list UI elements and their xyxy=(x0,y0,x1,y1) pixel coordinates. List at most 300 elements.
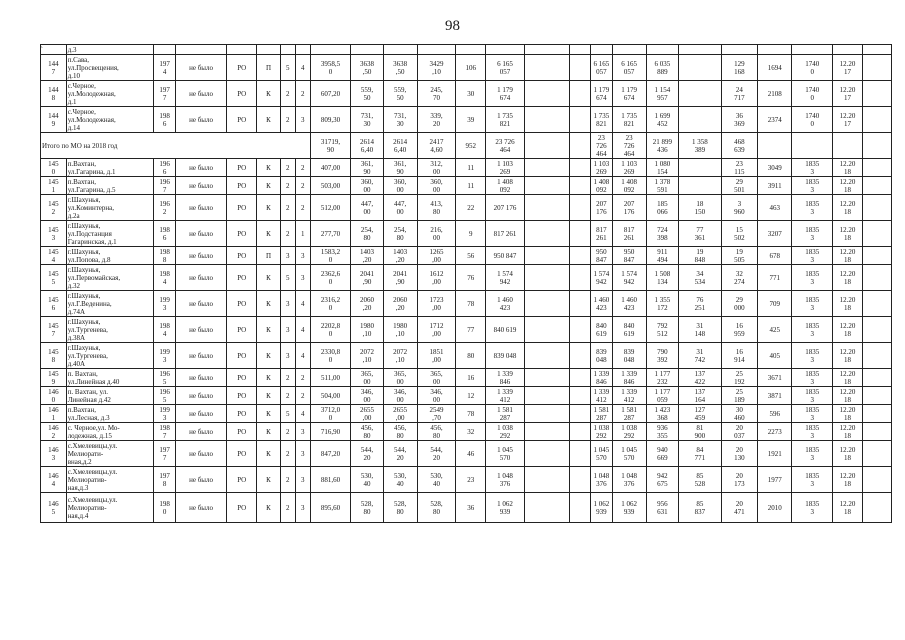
table-cell: 12.20 18 xyxy=(833,317,863,343)
table-cell: 1 177 059 xyxy=(646,387,678,405)
table-cell: 56 xyxy=(456,247,486,265)
table-cell: не было xyxy=(175,55,226,81)
table-cell: 23 115 xyxy=(721,159,757,177)
table-cell: 245, 70 xyxy=(417,81,456,107)
total-cell: 23 726 464 xyxy=(486,133,525,159)
table-cell: К xyxy=(257,369,281,387)
table-cell: 80 xyxy=(456,343,486,369)
table-cell: 12.20 18 xyxy=(833,221,863,247)
table-cell: 30 xyxy=(456,81,486,107)
table-cell xyxy=(569,107,590,133)
table-cell xyxy=(863,81,892,107)
table-cell: 216, 00 xyxy=(417,221,456,247)
table-row xyxy=(41,159,892,177)
table-cell: 3 xyxy=(295,423,310,441)
table-cell: 2 xyxy=(295,369,310,387)
row-number-cell: 146 5 xyxy=(41,493,67,523)
table-cell: 1835 3 xyxy=(792,317,833,343)
table-cell: 4 xyxy=(295,343,310,369)
table-cell: 1 574 942 xyxy=(486,265,525,291)
total-cell xyxy=(524,133,569,159)
table-cell: 361, 90 xyxy=(351,159,383,177)
table-row xyxy=(41,177,892,195)
address-cell: с.Черное, ул.Молодежная, д.14 xyxy=(66,107,154,133)
table-cell: 528, 80 xyxy=(383,493,417,523)
table-cell: 25 189 xyxy=(721,387,757,405)
table-cell: 3207 xyxy=(758,221,792,247)
table-cell: 839 048 xyxy=(612,343,646,369)
table-row xyxy=(41,265,892,291)
table-cell: 78 xyxy=(456,291,486,317)
row-number-cell: 145 3 xyxy=(41,221,67,247)
table-cell xyxy=(863,441,892,467)
table-cell: 942 675 xyxy=(646,467,678,493)
table-cell xyxy=(524,265,569,291)
table-cell: 20 471 xyxy=(721,493,757,523)
table-cell: 2 xyxy=(295,81,310,107)
table-cell xyxy=(524,369,569,387)
table-cell: 6 165 057 xyxy=(591,55,612,81)
corner-mark: ` xyxy=(40,46,44,57)
total-cell: 2614 6,40 xyxy=(351,133,383,159)
table-cell: 2549 ,70 xyxy=(417,405,456,423)
table-cell: 1 103 269 xyxy=(591,159,612,177)
table-cell: 2072 ,10 xyxy=(351,343,383,369)
table-cell: 2 xyxy=(280,387,295,405)
table-cell: РО xyxy=(227,423,257,441)
address-cell: с. Черное,ул. Мо- лодежная, д.15 xyxy=(66,423,154,441)
table-cell: 185 066 xyxy=(646,195,678,221)
table-cell: 716,90 xyxy=(310,423,351,441)
table-cell: 4 xyxy=(295,291,310,317)
table-cell: 1 103 269 xyxy=(486,159,525,177)
table-cell xyxy=(569,177,590,195)
row-number-cell: 144 7 xyxy=(41,55,67,81)
table-cell: 199 3 xyxy=(154,291,175,317)
table-row xyxy=(41,423,892,441)
table-cell: К xyxy=(257,441,281,467)
row-number-cell: 146 1 xyxy=(41,405,67,423)
table-cell: 936 355 xyxy=(646,423,678,441)
total-row xyxy=(41,133,892,159)
table-cell: 1 048 376 xyxy=(591,467,612,493)
table-cell: 456, 80 xyxy=(383,423,417,441)
table-cell: 9 xyxy=(456,221,486,247)
table-cell: 1 355 172 xyxy=(646,291,678,317)
table-cell xyxy=(524,247,569,265)
table-cell: 106 xyxy=(456,55,486,81)
table-cell: 2273 xyxy=(758,423,792,441)
table-cell: 19 505 xyxy=(721,247,757,265)
table-cell: 911 494 xyxy=(646,247,678,265)
total-cell: 2417 4,60 xyxy=(417,133,456,159)
table-row xyxy=(41,467,892,493)
table-cell: 3671 xyxy=(758,369,792,387)
address-cell: г.Шахунья, ул.Коминтерна, д.2а xyxy=(66,195,154,221)
table-cell xyxy=(257,45,281,55)
table-cell: 23 xyxy=(456,467,486,493)
table-cell: 847,20 xyxy=(310,441,351,467)
address-cell: г.Шахунья, ул.Подстанция Гагаринская, д.1 xyxy=(66,221,154,247)
table-cell xyxy=(569,387,590,405)
table-cell: К xyxy=(257,177,281,195)
table-cell: РО xyxy=(227,195,257,221)
table-cell: 1 154 957 xyxy=(646,81,678,107)
table-cell: 1 508 134 xyxy=(646,265,678,291)
row-number-cell: 145 2 xyxy=(41,195,67,221)
table-cell xyxy=(863,423,892,441)
table-cell: 31 742 xyxy=(678,343,721,369)
table-cell: не было xyxy=(175,291,226,317)
table-cell xyxy=(569,55,590,81)
table-cell: 3049 xyxy=(758,159,792,177)
table-cell: 32 274 xyxy=(721,265,757,291)
table-cell xyxy=(569,423,590,441)
table-cell xyxy=(524,343,569,369)
table-cell: РО xyxy=(227,343,257,369)
table-cell xyxy=(863,317,892,343)
table-cell: 1835 3 xyxy=(792,467,833,493)
row-number-cell: 145 7 xyxy=(41,317,67,343)
table-cell: 950 847 xyxy=(591,247,612,265)
table-cell: 312, 00 xyxy=(417,159,456,177)
table-cell: 840 619 xyxy=(591,317,612,343)
table-cell: 1835 3 xyxy=(792,441,833,467)
table-cell: 1 038 292 xyxy=(486,423,525,441)
table-cell: К xyxy=(257,107,281,133)
table-cell: 1835 3 xyxy=(792,159,833,177)
table-cell: 12.20 18 xyxy=(833,423,863,441)
table-cell: 20 130 xyxy=(721,441,757,467)
table-cell xyxy=(833,45,863,55)
table-cell: 2 xyxy=(295,177,310,195)
table-cell: РО xyxy=(227,107,257,133)
table-cell: 3 xyxy=(295,441,310,467)
table-cell: 207 176 xyxy=(591,195,612,221)
table-cell xyxy=(524,177,569,195)
table-cell: 2 xyxy=(280,467,295,493)
table-cell: РО xyxy=(227,177,257,195)
table-cell xyxy=(569,195,590,221)
table-cell: 3 xyxy=(280,291,295,317)
table-cell: 817 261 xyxy=(486,221,525,247)
table-cell: 463 xyxy=(758,195,792,221)
table-cell: 2072 ,10 xyxy=(383,343,417,369)
table-cell: 1835 3 xyxy=(792,247,833,265)
table-cell: РО xyxy=(227,493,257,523)
table-cell: 1835 3 xyxy=(792,405,833,423)
table-cell: 198 4 xyxy=(154,265,175,291)
table-cell: 447, 00 xyxy=(351,195,383,221)
table-cell: 1612 ,00 xyxy=(417,265,456,291)
table-cell: 2 xyxy=(280,177,295,195)
table-cell: 207 176 xyxy=(486,195,525,221)
table-cell: 3712,0 0 xyxy=(310,405,351,423)
table-cell: 78 xyxy=(456,405,486,423)
table-cell: 1 339 846 xyxy=(591,369,612,387)
table-cell: 425 xyxy=(758,317,792,343)
table-cell: не было xyxy=(175,247,226,265)
table-cell: 1 408 092 xyxy=(591,177,612,195)
table-cell: 1 062 939 xyxy=(612,493,646,523)
table-cell: 503,00 xyxy=(310,177,351,195)
table-cell: 199 3 xyxy=(154,343,175,369)
table-cell: 2 xyxy=(280,221,295,247)
table-cell xyxy=(569,405,590,423)
table-cell: 840 619 xyxy=(612,317,646,343)
table-cell: не было xyxy=(175,265,226,291)
row-number-cell: 144 8 xyxy=(41,81,67,107)
table-row xyxy=(41,195,892,221)
table-cell: 76 251 xyxy=(678,291,721,317)
table-cell: 25 192 xyxy=(721,369,757,387)
table-cell: 1 574 942 xyxy=(612,265,646,291)
table-row xyxy=(41,317,892,343)
table-cell xyxy=(569,369,590,387)
table-cell: РО xyxy=(227,159,257,177)
table-cell: не было xyxy=(175,107,226,133)
table-cell: 198 6 xyxy=(154,221,175,247)
table-cell xyxy=(863,177,892,195)
table-cell: 254, 80 xyxy=(351,221,383,247)
table-cell: 1 735 821 xyxy=(591,107,612,133)
table-cell: 196 5 xyxy=(154,369,175,387)
table-cell: 1835 3 xyxy=(792,195,833,221)
table-cell xyxy=(863,159,892,177)
table-cell xyxy=(569,441,590,467)
table-cell: 2 xyxy=(280,369,295,387)
table-cell: 544, 20 xyxy=(351,441,383,467)
table-cell xyxy=(678,107,721,133)
table-cell: 2108 xyxy=(758,81,792,107)
table-cell: 39 xyxy=(456,107,486,133)
row-number-cell: 146 0 xyxy=(41,387,67,405)
table-cell xyxy=(678,81,721,107)
address-cell: г.Шахунья, ул.Г.Веденина, д.74А xyxy=(66,291,154,317)
table-cell: 1835 3 xyxy=(792,369,833,387)
table-cell xyxy=(863,343,892,369)
table-cell xyxy=(646,45,678,55)
total-cell: 468 639 xyxy=(721,133,757,159)
table-cell: 3 xyxy=(295,247,310,265)
table-cell: 839 048 xyxy=(591,343,612,369)
table-cell xyxy=(524,493,569,523)
table-cell: 2655 ,00 xyxy=(351,405,383,423)
table-cell: 12.20 18 xyxy=(833,405,863,423)
table-cell: 360, 00 xyxy=(417,177,456,195)
table-cell: 1 103 269 xyxy=(612,159,646,177)
table-cell: 12.20 18 xyxy=(833,195,863,221)
table-cell: 1 735 821 xyxy=(612,107,646,133)
table-cell: 1921 xyxy=(758,441,792,467)
table-cell xyxy=(863,107,892,133)
table-cell: 809,30 xyxy=(310,107,351,133)
table-cell: 1265 ,00 xyxy=(417,247,456,265)
table-cell: 20 037 xyxy=(721,423,757,441)
table-cell: 3 xyxy=(280,317,295,343)
table-cell: 530, 40 xyxy=(417,467,456,493)
table-cell: 2 xyxy=(295,387,310,405)
total-label: Итого по МО на 2018 год xyxy=(41,133,311,159)
table-cell: 1694 xyxy=(758,55,792,81)
table-cell: не было xyxy=(175,387,226,405)
table-cell xyxy=(524,441,569,467)
table-cell: 12.20 17 xyxy=(833,81,863,107)
table-cell: 2041 ,90 xyxy=(351,265,383,291)
table-cell: 2316,2 0 xyxy=(310,291,351,317)
table-cell: 456, 80 xyxy=(351,423,383,441)
total-cell xyxy=(833,133,863,159)
page-number: 98 xyxy=(445,18,460,34)
table-cell: не было xyxy=(175,369,226,387)
table-cell: 127 459 xyxy=(678,405,721,423)
table-cell xyxy=(612,45,646,55)
table-cell xyxy=(417,45,456,55)
table-cell: 447, 00 xyxy=(383,195,417,221)
table-cell xyxy=(524,387,569,405)
table-cell: РО xyxy=(227,81,257,107)
table-cell: не было xyxy=(175,317,226,343)
table-cell: 1 339 412 xyxy=(591,387,612,405)
table-cell xyxy=(863,493,892,523)
table-cell: 596 xyxy=(758,405,792,423)
address-cell: г.Шахунья, ул.Тургенева, д.40А xyxy=(66,343,154,369)
table-cell: 1980 ,10 xyxy=(351,317,383,343)
table-cell: 1 460 423 xyxy=(591,291,612,317)
table-cell: 196 7 xyxy=(154,177,175,195)
table-cell: П xyxy=(257,247,281,265)
address-cell: п.Вахтан, ул.Гагарина, д.1 xyxy=(66,159,154,177)
table-cell: 1 423 368 xyxy=(646,405,678,423)
table-cell: 12.20 18 xyxy=(833,177,863,195)
total-cell xyxy=(569,133,590,159)
table-cell: не было xyxy=(175,405,226,423)
address-cell: г.Шахунья, ул.Тургенева, д.38А xyxy=(66,317,154,343)
table-cell: 199 3 xyxy=(154,405,175,423)
address-cell: п.Сава, ул.Просвещения, д.10 xyxy=(66,55,154,81)
table-cell xyxy=(524,195,569,221)
table-cell: 544, 20 xyxy=(383,441,417,467)
table-cell: 2 xyxy=(295,159,310,177)
table-cell: 12 xyxy=(456,387,486,405)
table-cell: 6 165 057 xyxy=(612,55,646,81)
table-cell xyxy=(569,317,590,343)
table-cell: 15 502 xyxy=(721,221,757,247)
table-row xyxy=(41,291,892,317)
table-cell xyxy=(154,45,175,55)
table-cell xyxy=(863,247,892,265)
table-cell: 1835 3 xyxy=(792,177,833,195)
table-cell: 731, 30 xyxy=(383,107,417,133)
table-row xyxy=(41,387,892,405)
table-cell: 3 xyxy=(295,107,310,133)
table-cell: 3911 xyxy=(758,177,792,195)
table-cell: 3638 ,50 xyxy=(383,55,417,81)
table-cell: не было xyxy=(175,221,226,247)
table-cell: 413, 80 xyxy=(417,195,456,221)
table-cell: 16 959 xyxy=(721,317,757,343)
table-cell: 1835 3 xyxy=(792,221,833,247)
table-cell: 5 xyxy=(280,265,295,291)
table-cell: 817 261 xyxy=(612,221,646,247)
table-cell: 3638 ,50 xyxy=(351,55,383,81)
table-cell: 3871 xyxy=(758,387,792,405)
table-cell: 1 460 423 xyxy=(612,291,646,317)
table-cell: 1835 3 xyxy=(792,343,833,369)
table-cell: 1835 3 xyxy=(792,493,833,523)
table-cell: 1 339 846 xyxy=(612,369,646,387)
table-cell: РО xyxy=(227,247,257,265)
row-number-cell: 146 2 xyxy=(41,423,67,441)
table-cell: 2362,6 0 xyxy=(310,265,351,291)
table-cell xyxy=(758,45,792,55)
table-cell: 724 398 xyxy=(646,221,678,247)
table-cell: 678 xyxy=(758,247,792,265)
table-cell: 6 165 057 xyxy=(486,55,525,81)
table-cell: 84 771 xyxy=(678,441,721,467)
table-cell: 36 xyxy=(456,493,486,523)
table-cell: не было xyxy=(175,423,226,441)
table-cell: 81 900 xyxy=(678,423,721,441)
table-cell: К xyxy=(257,405,281,423)
table-cell: 792 512 xyxy=(646,317,678,343)
table-cell xyxy=(383,45,417,55)
row-number-cell: 145 9 xyxy=(41,369,67,387)
table-cell xyxy=(295,45,310,55)
table-cell: 1 045 570 xyxy=(612,441,646,467)
table-cell: 1712 ,00 xyxy=(417,317,456,343)
table-cell: 1723 ,00 xyxy=(417,291,456,317)
table-cell: 11 xyxy=(456,159,486,177)
table-cell xyxy=(863,467,892,493)
table-cell: К xyxy=(257,221,281,247)
table-cell xyxy=(227,45,257,55)
table-cell: 3 xyxy=(295,265,310,291)
table-cell xyxy=(524,159,569,177)
table-cell: 129 168 xyxy=(721,55,757,81)
table-cell xyxy=(524,317,569,343)
table-cell: 24 717 xyxy=(721,81,757,107)
table-cell: 1 378 591 xyxy=(646,177,678,195)
table-cell: 77 361 xyxy=(678,221,721,247)
table-cell: 839 048 xyxy=(486,343,525,369)
table-cell: не было xyxy=(175,467,226,493)
table-cell: П xyxy=(257,55,281,81)
table-cell: 19 848 xyxy=(678,247,721,265)
table-cell: не было xyxy=(175,493,226,523)
table-cell xyxy=(524,221,569,247)
table-cell: 196 5 xyxy=(154,387,175,405)
table-cell: 950 847 xyxy=(486,247,525,265)
table-cell xyxy=(569,159,590,177)
table-cell xyxy=(863,195,892,221)
table-cell xyxy=(863,387,892,405)
table-cell: 1740 0 xyxy=(792,107,833,133)
table-cell: 1 179 674 xyxy=(612,81,646,107)
address-cell: с.Черное, ул.Молодежная, д.1 xyxy=(66,81,154,107)
table-cell: 360, 00 xyxy=(351,177,383,195)
table-cell: 198 0 xyxy=(154,493,175,523)
table-cell: 46 xyxy=(456,441,486,467)
total-cell: 952 xyxy=(456,133,486,159)
table-cell xyxy=(678,55,721,81)
table-cell xyxy=(524,107,569,133)
table-cell xyxy=(863,45,892,55)
table-cell: РО xyxy=(227,387,257,405)
table-cell: 346, 00 xyxy=(417,387,456,405)
table-cell: 2060 ,20 xyxy=(351,291,383,317)
table-cell: 76 xyxy=(456,265,486,291)
